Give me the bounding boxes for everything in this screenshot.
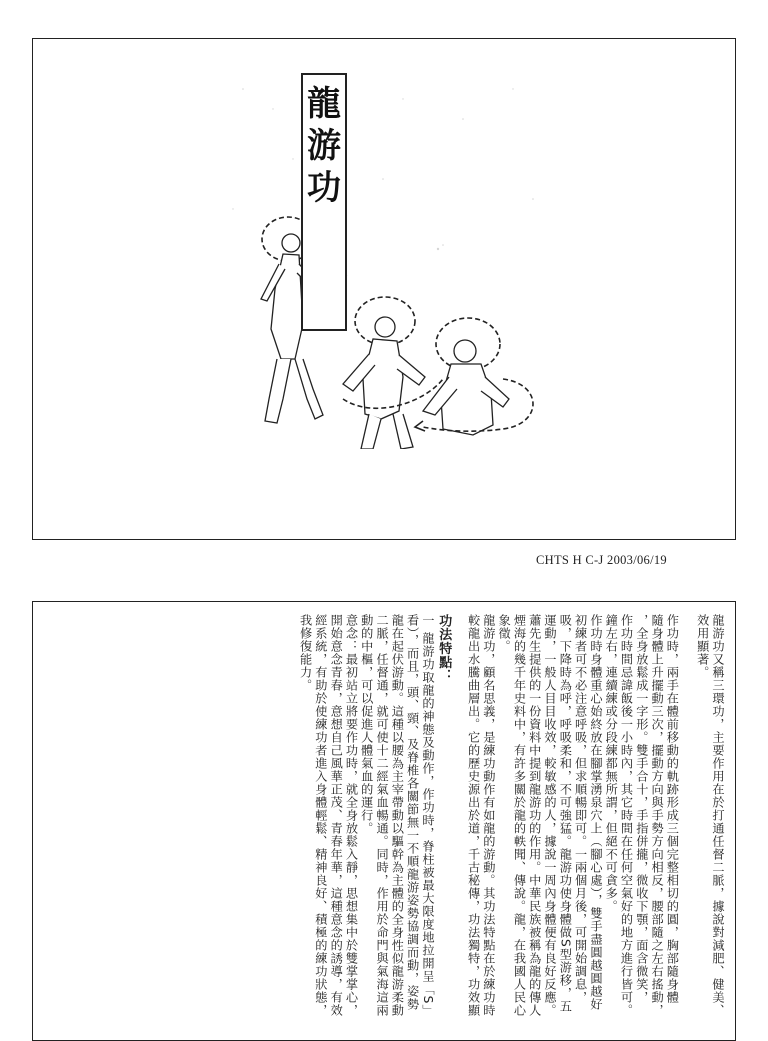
text-column: 功法特點： bbox=[436, 614, 452, 683]
title-box bbox=[301, 73, 347, 331]
text-column: 象徵。 bbox=[497, 614, 512, 653]
text-column: 龍游功，顧名思義，是練功動作有如龍的游動。其功法特點在於練功時 bbox=[481, 614, 496, 1017]
text-column: 初練者可不必注意呼吸，但求順暢即可。一兩個月後，可開始調息， bbox=[573, 614, 588, 1004]
text-column: 隨身體上升擺動三次，擺動方向與手勢方向相反，腰部隨之左右搖動， bbox=[650, 614, 665, 1017]
text-column: 運動，一般人目目收效，較敏感的人，據說一周內身體便有良好反應。 bbox=[543, 614, 558, 1017]
text-column: 龍在起伏游動。這種以腰為主宰帶動以驅幹為主體的全身性似龍游柔動 bbox=[390, 614, 405, 1017]
text-column: 我修復能力。 bbox=[298, 614, 313, 692]
text-column: 二脈，任督通，就可使十二經氣血暢通。同時，作用於命門與氣海這兩 bbox=[375, 614, 390, 1017]
text-column: 動的中樞，可以促進人體氣血的運行。 bbox=[359, 614, 374, 835]
text-column: 龍游功又稱三環功，主要作用在於打通任督二脈，據說對減肥、健美、 bbox=[711, 614, 725, 1017]
figure-two bbox=[343, 297, 443, 449]
text-column: 經系統，有助於使練功者進入身體輕鬆、精神良好、積極的練功狀態， bbox=[313, 614, 328, 1017]
title-char: 游 bbox=[307, 126, 341, 166]
text-column: 作功時，兩手在體前移動的軌跡形成三個完整相切的圓，胸部隨身體 bbox=[665, 614, 680, 1004]
text-column: ，全身放鬆成一字形。雙手合十，手指併攏，微收下顎，面含微笑， bbox=[634, 614, 649, 1004]
text-column: 開始意念青春，意想自己風華正茂、青春年華，這種意念的誘導，有效 bbox=[329, 614, 344, 1017]
dragon-swimming-exercise-illustration bbox=[203, 59, 563, 449]
text-column: 作功時間忌諱飯後一小時內，其它時間在任何空氣好的地方進行皆可。 bbox=[619, 614, 634, 1017]
text-page bbox=[32, 601, 736, 1041]
text-column: 作功時身體重心始終放在腳掌湧泉穴上（腳心處），雙手盡圓越圓越好 bbox=[588, 614, 603, 1011]
text-column: 意念：最初站立將要作功時，就全身放鬆入靜，思想集中於雙掌掌心， bbox=[344, 614, 359, 1017]
text-column: 吸，下降時為呼，呼吸柔和，不可強猛。龍游功使身體做S型游移，五 bbox=[558, 614, 573, 1013]
illustration-page bbox=[32, 38, 736, 540]
text-column: 一 龍游功取龍的神態及動作，作功時，脊柱被最大限度地拉開呈「S」 bbox=[420, 614, 435, 1018]
vertical-text-columns bbox=[298, 614, 725, 1041]
text-column: 效用顯著。 bbox=[695, 614, 710, 679]
text-column: 蕭先生提供的一份資料中提到龍游功的作用。中華民族被稱為龍的傳人 bbox=[527, 614, 542, 1017]
text-column: 看），而且，頭、頸、及脊椎各關節無一不順龍游姿勢協調而動，姿勢 bbox=[405, 614, 420, 1011]
title-char: 龍 bbox=[307, 84, 341, 124]
text-column: 煙海的幾千年史料中，有許多關於龍的軼聞、傳說。龍，在我國人民心 bbox=[512, 614, 527, 1017]
page-caption: CHTS H C-J 2003/06/19 bbox=[536, 553, 667, 567]
text-column: 鐘左右，連續練或分段練都無所謂，但絕不可貪多。 bbox=[604, 614, 619, 913]
text-column: 較龍出水騰曲層出。它的歷史源出於道，千古秘傳，功法獨特，功效顯 bbox=[466, 614, 481, 1017]
title-char: 功 bbox=[307, 168, 341, 208]
figure-three bbox=[415, 318, 533, 435]
